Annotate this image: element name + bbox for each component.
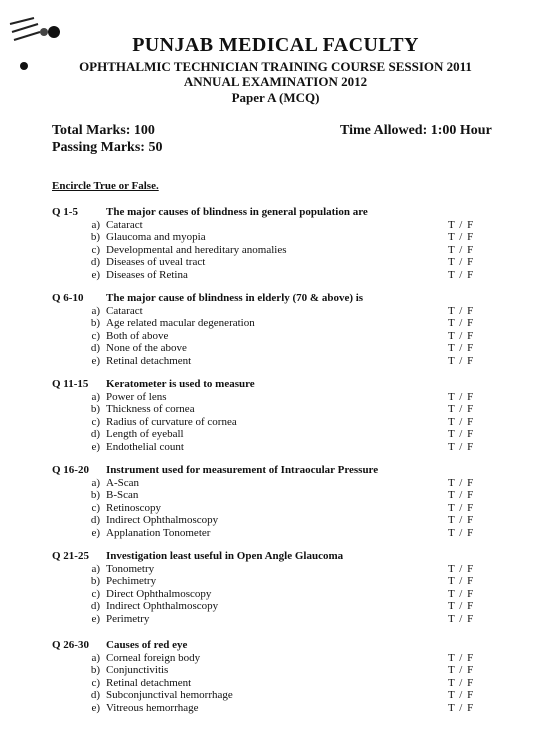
true-false-choice[interactable]: T / F — [448, 526, 475, 539]
option-text: Direct Ophthalmoscopy — [106, 587, 212, 600]
option-letter: a) — [91, 563, 100, 575]
option-text: Endothelial count — [106, 440, 184, 453]
option-text: Diseases of Retina — [106, 268, 188, 281]
true-false-choice[interactable]: T / F — [448, 317, 475, 330]
option-text: Cataract — [106, 305, 143, 317]
option-letter: d) — [90, 689, 100, 702]
true-false-choice[interactable]: T / F — [448, 342, 475, 355]
option-text: None of the above — [106, 342, 187, 355]
question-number: Q 16-20 — [52, 464, 89, 476]
passing-marks: Passing Marks: 50 — [52, 140, 163, 155]
option-row — [80, 305, 143, 317]
option-letter: a) — [91, 391, 100, 403]
option-letter: a) — [91, 652, 100, 664]
question-text: Instrument used for measurement of Intraocular Pressure — [106, 464, 379, 476]
option-letter: d) — [90, 342, 100, 355]
option-text: Radius of curvature of cornea — [106, 415, 237, 428]
option-letter: d) — [90, 428, 100, 441]
option-letter: c) — [91, 329, 100, 342]
true-false-choice[interactable]: T / F — [448, 701, 475, 714]
true-false-choice[interactable]: T / F — [448, 489, 475, 502]
option-text: Subconjunctival hemorrhage — [106, 689, 233, 702]
option-row — [80, 391, 167, 403]
option-letter: c) — [91, 415, 100, 428]
option-row — [80, 403, 195, 415]
option-text: Indirect Ophthalmoscopy — [106, 600, 219, 613]
question-text: Causes of red eye — [106, 639, 188, 651]
true-false-choice[interactable]: T / F — [448, 612, 475, 625]
option-text: Retinal detachment — [106, 676, 192, 689]
true-false-choice[interactable]: T / F — [448, 563, 475, 575]
course-title: OPHTHALMIC TECHNICIAN TRAINING COURSE SESSION 2011 — [79, 59, 472, 74]
option-row — [80, 441, 184, 453]
true-false-choice[interactable]: T / F — [448, 575, 475, 588]
option-text: Developmental and hereditary anomalies — [106, 243, 287, 256]
true-false-choice[interactable]: T / F — [448, 514, 475, 527]
option-row — [80, 355, 191, 367]
exam-title: ANNUAL EXAMINATION 2012 — [183, 74, 368, 89]
option-row — [80, 416, 237, 428]
option-text: Retinoscopy — [106, 501, 161, 514]
option-row — [80, 256, 205, 268]
option-row — [80, 677, 191, 689]
option-text: Vitreous hemorrhage — [106, 701, 199, 714]
option-row — [80, 527, 210, 539]
option-row — [80, 563, 154, 575]
option-text: Diseases of uveal tract — [106, 256, 206, 269]
true-false-choice[interactable]: T / F — [448, 428, 475, 441]
true-false-choice[interactable]: T / F — [448, 664, 475, 677]
option-text: Perimetry — [106, 612, 150, 625]
option-row — [80, 664, 168, 676]
question-text: Keratometer is used to measure — [106, 378, 255, 390]
question-text: The major causes of blindness in general population are — [106, 206, 368, 218]
option-row — [80, 575, 156, 587]
option-row — [80, 502, 161, 514]
option-letter: e) — [91, 612, 100, 625]
true-false-choice[interactable]: T / F — [448, 305, 475, 317]
option-row — [80, 588, 211, 600]
option-text: A-Scan — [106, 477, 139, 489]
true-false-choice[interactable]: T / F — [448, 440, 475, 453]
question-text: Investigation least useful in Open Angle Glaucoma — [106, 550, 344, 562]
option-letter: d) — [90, 514, 100, 527]
option-letter: c) — [91, 243, 100, 256]
true-false-choice[interactable]: T / F — [448, 219, 475, 231]
total-marks: Total Marks: 100 — [52, 123, 155, 138]
true-false-choice[interactable]: T / F — [448, 415, 475, 428]
option-row — [80, 489, 138, 501]
option-letter: a) — [91, 305, 100, 317]
option-text: Glaucoma and myopia — [106, 231, 206, 244]
question-text: The major cause of blindness in elderly (70 & above) is — [106, 292, 364, 304]
option-row — [80, 428, 184, 440]
option-row — [80, 330, 168, 342]
option-text: Cataract — [106, 219, 143, 231]
question-number: Q 6-10 — [52, 292, 84, 304]
true-false-choice[interactable]: T / F — [448, 329, 475, 342]
question-number: Q 11-15 — [52, 378, 89, 390]
option-text: Age related macular degeneration — [106, 317, 255, 330]
option-letter: b) — [90, 575, 100, 588]
option-text: Corneal foreign body — [106, 652, 201, 664]
option-letter: e) — [91, 440, 100, 453]
option-letter: c) — [91, 676, 100, 689]
option-letter: b) — [90, 403, 100, 416]
time-allowed: Time Allowed: 1:00 Hour — [340, 123, 492, 138]
true-false-choice[interactable]: T / F — [448, 600, 475, 613]
option-letter: b) — [90, 664, 100, 677]
true-false-choice[interactable]: T / F — [448, 477, 475, 489]
true-false-choice[interactable]: T / F — [448, 243, 475, 256]
option-letter: d) — [90, 600, 100, 613]
option-row — [80, 269, 188, 281]
true-false-choice[interactable]: T / F — [448, 256, 475, 269]
option-letter: e) — [91, 526, 100, 539]
true-false-choice[interactable]: T / F — [448, 689, 475, 702]
option-letter: e) — [91, 268, 100, 281]
option-letter: b) — [90, 231, 100, 244]
option-row — [80, 689, 233, 701]
option-row — [80, 514, 218, 526]
option-row — [80, 342, 187, 354]
true-false-choice[interactable]: T / F — [448, 268, 475, 281]
true-false-choice[interactable]: T / F — [448, 587, 475, 600]
option-row — [80, 702, 199, 714]
true-false-choice[interactable]: T / F — [448, 501, 475, 514]
true-false-choice[interactable]: T / F — [448, 391, 475, 403]
option-letter: c) — [91, 587, 100, 600]
option-text: Retinal detachment — [106, 354, 192, 367]
option-letter: e) — [91, 354, 100, 367]
option-row — [80, 652, 200, 664]
option-letter: e) — [91, 701, 100, 714]
option-text: B-Scan — [106, 489, 139, 502]
option-text: Conjunctivitis — [106, 664, 169, 677]
true-false-choice[interactable]: T / F — [448, 676, 475, 689]
option-text: Applanation Tonometer — [106, 526, 211, 539]
option-letter: a) — [91, 219, 100, 231]
option-row — [80, 477, 139, 489]
true-false-choice[interactable]: T / F — [448, 231, 475, 244]
option-letter: b) — [90, 489, 100, 502]
option-text: Pechimetry — [106, 575, 157, 588]
question-number: Q 1-5 — [52, 206, 78, 218]
option-letter: b) — [90, 317, 100, 330]
option-letter: c) — [91, 501, 100, 514]
option-text: Power of lens — [106, 391, 167, 403]
true-false-choice[interactable]: T / F — [448, 652, 475, 664]
option-row — [80, 231, 206, 243]
option-row — [80, 244, 287, 256]
instruction-heading: Encircle True or False. — [52, 180, 159, 192]
paper-title: Paper A (MCQ) — [231, 90, 320, 105]
option-row — [80, 600, 218, 612]
institution-title: PUNJAB MEDICAL FACULTY — [132, 34, 419, 56]
option-text: Both of above — [106, 329, 169, 342]
option-letter: d) — [90, 256, 100, 269]
option-row — [80, 317, 255, 329]
option-row — [80, 219, 143, 231]
option-row — [80, 613, 149, 625]
question-number: Q 26-30 — [52, 639, 89, 651]
option-text: Indirect Ophthalmoscopy — [106, 514, 219, 527]
true-false-choice[interactable]: T / F — [448, 354, 475, 367]
question-number: Q 21-25 — [52, 550, 89, 562]
option-text: Tonometry — [106, 563, 155, 575]
option-text: Length of eyeball — [106, 428, 184, 441]
option-letter: a) — [91, 477, 100, 489]
true-false-choice[interactable]: T / F — [448, 403, 475, 416]
option-text: Thickness of cornea — [106, 403, 195, 416]
